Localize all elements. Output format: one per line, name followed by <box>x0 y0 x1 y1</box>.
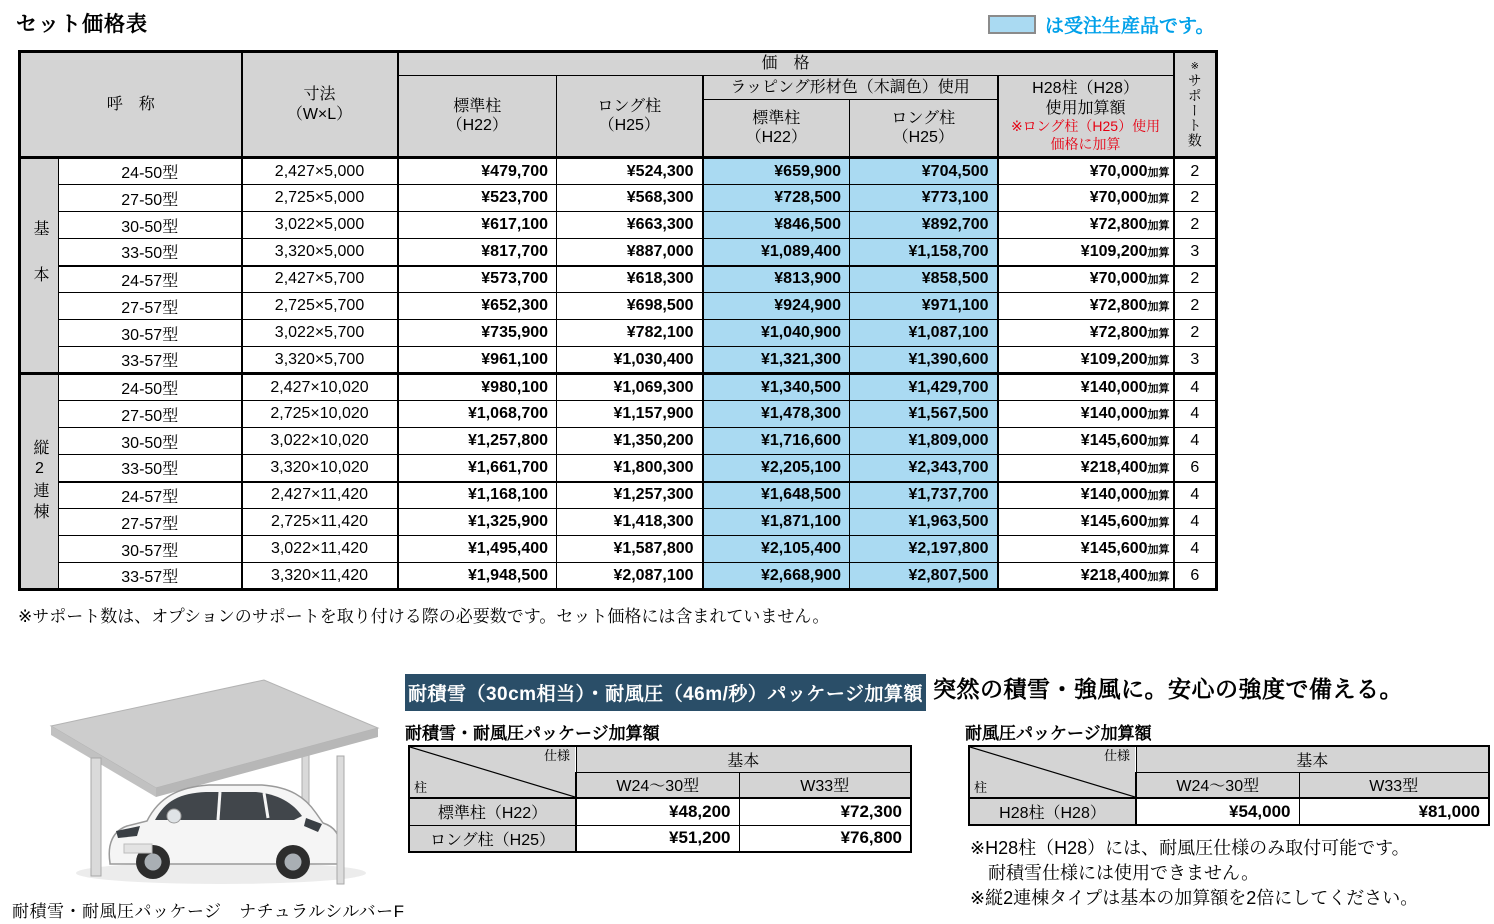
cell-model-name: 27-57型 <box>59 293 242 320</box>
cell-dimensions: 2,427×5,000 <box>242 158 398 185</box>
cell-dimensions: 3,022×5,000 <box>242 212 398 239</box>
cell-price-wrap-standard-pillar: ¥846,500 <box>703 212 850 239</box>
cell-support-count: 2 <box>1174 185 1217 212</box>
note-line: ※縦2連棟タイプは基本の加算額を2倍にしてください。 <box>970 888 1419 908</box>
left-table-col-w24-30: W24～30型 <box>576 772 739 798</box>
diagonal-header-cell <box>969 746 1136 798</box>
cell-support-count: 6 <box>1174 455 1217 482</box>
cell-dimensions: 3,022×5,700 <box>242 320 398 347</box>
cell-price-long-pillar: ¥663,300 <box>557 212 703 239</box>
cell-h28-surcharge: ¥140,000加算 <box>998 374 1174 401</box>
cell-price-wrap-standard-pillar: ¥659,900 <box>703 158 850 185</box>
cell-price-standard-pillar: ¥1,661,700 <box>398 455 557 482</box>
cell-price-wrap-standard-pillar: ¥1,648,500 <box>703 482 850 509</box>
cell-dimensions: 2,427×10,020 <box>242 374 398 401</box>
cell-model-name: 30-57型 <box>59 320 242 347</box>
note-line: ※H28柱（H28）には、耐風圧仕様のみ取付可能です。 <box>970 838 1410 858</box>
col-header-wrap-long-pillar: ロング柱 （H25） <box>850 100 998 158</box>
cell-price-long-pillar: ¥1,350,200 <box>557 428 703 455</box>
cell-price-long-pillar: ¥618,300 <box>557 266 703 293</box>
cell-dimensions: 3,022×10,020 <box>242 428 398 455</box>
price-row <box>20 482 1217 509</box>
price-row <box>20 536 1217 563</box>
cell-model-name: 24-50型 <box>59 374 242 401</box>
cell-h28-surcharge: ¥72,800加算 <box>998 320 1174 347</box>
cell-h28-surcharge: ¥70,000加算 <box>998 185 1174 212</box>
cell-h28-surcharge: ¥218,400加算 <box>998 455 1174 482</box>
right-table-title: 耐風圧パッケージ加算額 <box>965 724 1152 743</box>
support-asterisk: ※ <box>1190 60 1199 72</box>
cell-price-wrap-long-pillar: ¥1,087,100 <box>850 320 998 347</box>
cell-price-wrap-long-pillar: ¥2,343,700 <box>850 455 998 482</box>
left-table-body <box>409 798 911 852</box>
price-row <box>20 158 1217 185</box>
cell-price-wrap-long-pillar: ¥1,737,700 <box>850 482 998 509</box>
cell-support-count: 4 <box>1174 401 1217 428</box>
cell-price-long-pillar: ¥524,300 <box>557 158 703 185</box>
cell-h28-surcharge: ¥72,800加算 <box>998 212 1174 239</box>
cell-support-count: 3 <box>1174 347 1217 374</box>
left-table-group-header: 基本 <box>576 746 911 772</box>
cell-support-count: 4 <box>1174 428 1217 455</box>
cell-model-name: 33-57型 <box>59 347 242 374</box>
cell-surcharge-w33: ¥72,300 <box>739 798 911 825</box>
cell-price-wrap-long-pillar: ¥1,158,700 <box>850 239 998 266</box>
order-made-legend <box>988 11 1214 38</box>
cell-dimensions: 3,320×5,000 <box>242 239 398 266</box>
cell-model-name: 30-57型 <box>59 536 242 563</box>
cell-dimensions: 3,320×5,700 <box>242 347 398 374</box>
cell-price-standard-pillar: ¥479,700 <box>398 158 557 185</box>
cell-price-standard-pillar: ¥735,900 <box>398 320 557 347</box>
cell-price-long-pillar: ¥1,157,900 <box>557 401 703 428</box>
order-made-color-swatch <box>988 15 1036 34</box>
cell-support-count: 2 <box>1174 158 1217 185</box>
right-table-col-w33: W33型 <box>1299 772 1489 798</box>
cell-price-wrap-standard-pillar: ¥1,089,400 <box>703 239 850 266</box>
price-row <box>20 401 1217 428</box>
cell-model-name: 33-50型 <box>59 239 242 266</box>
cell-surcharge-w24-30: ¥51,200 <box>576 825 739 852</box>
price-row <box>20 509 1217 536</box>
cell-pillar-type: 標準柱（H22） <box>409 798 576 825</box>
carport-photo <box>6 666 394 892</box>
col-header-h28-surcharge: H28柱（H28） 使用加算額 ※ロング柱（H25）使用 価格に加算 <box>998 76 1174 158</box>
cell-price-standard-pillar: ¥573,700 <box>398 266 557 293</box>
price-row <box>20 455 1217 482</box>
cell-price-long-pillar: ¥1,257,300 <box>557 482 703 509</box>
cell-model-name: 27-50型 <box>59 185 242 212</box>
col-header-long-pillar: ロング柱 （H25） <box>557 76 703 158</box>
cell-dimensions: 2,725×5,000 <box>242 185 398 212</box>
cell-price-long-pillar: ¥568,300 <box>557 185 703 212</box>
package-surcharge-banner: 耐積雪（30cm相当）・耐風圧（46m/秒）パッケージ加算額 <box>405 674 926 711</box>
cell-price-wrap-long-pillar: ¥773,100 <box>850 185 998 212</box>
cell-price-wrap-long-pillar: ¥892,700 <box>850 212 998 239</box>
col-header-standard-pillar: 標準柱 （H22） <box>398 76 557 158</box>
diag-label-pillar: 柱 <box>414 780 428 795</box>
price-row <box>20 563 1217 590</box>
cell-price-wrap-long-pillar: ¥1,390,600 <box>850 347 998 374</box>
cell-h28-surcharge: ¥109,200加算 <box>998 239 1174 266</box>
price-row <box>20 293 1217 320</box>
group-label: 縦2連棟 <box>20 374 59 590</box>
cell-price-wrap-standard-pillar: ¥728,500 <box>703 185 850 212</box>
cell-h28-surcharge: ¥70,000加算 <box>998 158 1174 185</box>
cell-price-long-pillar: ¥1,800,300 <box>557 455 703 482</box>
photo-caption: 耐積雪・耐風圧パッケージ ナチュラルシルバーF <box>12 902 405 921</box>
cell-price-wrap-standard-pillar: ¥1,040,900 <box>703 320 850 347</box>
cell-price-long-pillar: ¥1,069,300 <box>557 374 703 401</box>
cell-h28-surcharge: ¥109,200加算 <box>998 347 1174 374</box>
cell-support-count: 2 <box>1174 212 1217 239</box>
price-row <box>20 239 1217 266</box>
cell-model-name: 24-57型 <box>59 482 242 509</box>
cell-price-long-pillar: ¥2,087,100 <box>557 563 703 590</box>
cell-price-wrap-standard-pillar: ¥2,205,100 <box>703 455 850 482</box>
cell-price-long-pillar: ¥1,418,300 <box>557 509 703 536</box>
set-price-table-body <box>20 158 1217 590</box>
surcharge-row <box>409 798 911 825</box>
group-label: 基本 <box>20 158 59 374</box>
cell-price-wrap-long-pillar: ¥971,100 <box>850 293 998 320</box>
col-header-size <box>242 52 398 158</box>
price-row <box>20 428 1217 455</box>
left-table-title: 耐積雪・耐風圧パッケージ加算額 <box>405 724 660 743</box>
cell-price-long-pillar: ¥782,100 <box>557 320 703 347</box>
cell-price-wrap-long-pillar: ¥2,807,500 <box>850 563 998 590</box>
cell-price-standard-pillar: ¥523,700 <box>398 185 557 212</box>
cell-price-standard-pillar: ¥980,100 <box>398 374 557 401</box>
cell-model-name: 33-50型 <box>59 455 242 482</box>
cell-price-standard-pillar: ¥1,325,900 <box>398 509 557 536</box>
price-row <box>20 347 1217 374</box>
col-header-size-line1: 寸法 <box>303 86 336 104</box>
right-table-body <box>969 798 1489 825</box>
price-row <box>20 212 1217 239</box>
cell-price-wrap-standard-pillar: ¥1,478,300 <box>703 401 850 428</box>
cell-h28-surcharge: ¥145,600加算 <box>998 536 1174 563</box>
cell-dimensions: 3,320×10,020 <box>242 455 398 482</box>
strength-heading: 突然の積雪・強風に。安心の強度で備える。 <box>933 676 1403 702</box>
cell-h28-surcharge: ¥140,000加算 <box>998 482 1174 509</box>
cell-dimensions: 2,725×5,700 <box>242 293 398 320</box>
cell-price-wrap-standard-pillar: ¥1,340,500 <box>703 374 850 401</box>
left-table-col-w33: W33型 <box>739 772 911 798</box>
cell-support-count: 4 <box>1174 482 1217 509</box>
cell-dimensions: 2,427×5,700 <box>242 266 398 293</box>
col-header-support-count: ※ サポート数 <box>1174 52 1217 158</box>
price-row <box>20 320 1217 347</box>
cell-support-count: 2 <box>1174 266 1217 293</box>
cell-model-name: 24-50型 <box>59 158 242 185</box>
note-line: 耐積雪仕様には使用できません。 <box>988 863 1260 883</box>
col-header-price: 価 格 <box>398 52 1174 76</box>
cell-h28-surcharge: ¥218,400加算 <box>998 563 1174 590</box>
cell-dimensions: 2,725×10,020 <box>242 401 398 428</box>
cell-price-wrap-long-pillar: ¥1,963,500 <box>850 509 998 536</box>
cell-price-wrap-long-pillar: ¥2,197,800 <box>850 536 998 563</box>
cell-h28-surcharge: ¥145,600加算 <box>998 509 1174 536</box>
cell-surcharge-w33: ¥81,000 <box>1299 798 1489 825</box>
cell-surcharge-w24-30: ¥54,000 <box>1136 798 1299 825</box>
h28-notes <box>970 836 1418 911</box>
cell-surcharge-w33: ¥76,800 <box>739 825 911 852</box>
cell-price-standard-pillar: ¥1,948,500 <box>398 563 557 590</box>
cell-dimensions: 3,022×11,420 <box>242 536 398 563</box>
cell-model-name: 27-57型 <box>59 509 242 536</box>
cell-price-wrap-standard-pillar: ¥2,105,400 <box>703 536 850 563</box>
col-header-size-line2: （W×L） <box>286 105 353 123</box>
diag-label-spec: 仕様 <box>543 748 570 763</box>
support-count-note: ※サポート数は、オプションのサポートを取り付ける際の必要数です。セット価格には含まれていません。 <box>18 607 830 626</box>
cell-pillar-type: ロング柱（H25） <box>409 825 576 852</box>
diag-label-pillar: 柱 <box>974 780 988 795</box>
cell-price-wrap-standard-pillar: ¥1,716,600 <box>703 428 850 455</box>
cell-price-wrap-standard-pillar: ¥1,321,300 <box>703 347 850 374</box>
cell-price-wrap-long-pillar: ¥1,429,700 <box>850 374 998 401</box>
right-table-group-header: 基本 <box>1136 746 1489 772</box>
diag-label-spec: 仕様 <box>1103 748 1130 763</box>
cell-price-standard-pillar: ¥1,495,400 <box>398 536 557 563</box>
cell-support-count: 6 <box>1174 563 1217 590</box>
cell-price-standard-pillar: ¥652,300 <box>398 293 557 320</box>
cell-support-count: 4 <box>1174 374 1217 401</box>
price-row <box>20 374 1217 401</box>
cell-price-standard-pillar: ¥1,257,800 <box>398 428 557 455</box>
col-header-wrap-standard-pillar: 標準柱 （H22） <box>703 100 850 158</box>
price-row <box>20 185 1217 212</box>
cell-model-name: 30-50型 <box>59 212 242 239</box>
cell-price-long-pillar: ¥1,030,400 <box>557 347 703 374</box>
diagonal-header-cell <box>409 746 576 798</box>
surcharge-row <box>969 798 1489 825</box>
cell-price-wrap-long-pillar: ¥1,567,500 <box>850 401 998 428</box>
cell-pillar-type: H28柱（H28） <box>969 798 1136 825</box>
cell-price-wrap-standard-pillar: ¥1,871,100 <box>703 509 850 536</box>
cell-h28-surcharge: ¥140,000加算 <box>998 401 1174 428</box>
cell-model-name: 27-50型 <box>59 401 242 428</box>
snow-wind-package-table <box>408 745 912 853</box>
cell-support-count: 2 <box>1174 293 1217 320</box>
cell-price-wrap-standard-pillar: ¥2,668,900 <box>703 563 850 590</box>
cell-price-wrap-long-pillar: ¥1,809,000 <box>850 428 998 455</box>
cell-price-long-pillar: ¥1,587,800 <box>557 536 703 563</box>
cell-price-long-pillar: ¥698,500 <box>557 293 703 320</box>
cell-price-standard-pillar: ¥1,168,100 <box>398 482 557 509</box>
cell-price-wrap-long-pillar: ¥704,500 <box>850 158 998 185</box>
cell-price-wrap-standard-pillar: ¥813,900 <box>703 266 850 293</box>
cell-dimensions: 2,725×11,420 <box>242 509 398 536</box>
set-price-table <box>18 50 1218 591</box>
cell-dimensions: 2,427×11,420 <box>242 482 398 509</box>
cell-price-standard-pillar: ¥961,100 <box>398 347 557 374</box>
surcharge-row <box>409 825 911 852</box>
col-header-wrapping: ラッピング形材色（木調色）使用 <box>703 76 998 100</box>
cell-price-long-pillar: ¥887,000 <box>557 239 703 266</box>
price-row <box>20 266 1217 293</box>
cell-price-standard-pillar: ¥617,100 <box>398 212 557 239</box>
right-table-col-w24-30: W24～30型 <box>1136 772 1299 798</box>
cell-support-count: 3 <box>1174 239 1217 266</box>
cell-support-count: 4 <box>1174 536 1217 563</box>
cell-model-name: 33-57型 <box>59 563 242 590</box>
wind-package-table <box>968 745 1490 826</box>
cell-model-name: 24-57型 <box>59 266 242 293</box>
cell-price-wrap-standard-pillar: ¥924,900 <box>703 293 850 320</box>
cell-h28-surcharge: ¥145,600加算 <box>998 428 1174 455</box>
cell-support-count: 4 <box>1174 509 1217 536</box>
cell-model-name: 30-50型 <box>59 428 242 455</box>
page-title: セット価格表 <box>16 13 148 36</box>
cell-h28-surcharge: ¥72,800加算 <box>998 293 1174 320</box>
cell-price-standard-pillar: ¥817,700 <box>398 239 557 266</box>
order-made-legend-label: は受注生産品です。 <box>1045 16 1215 37</box>
cell-h28-surcharge: ¥70,000加算 <box>998 266 1174 293</box>
cell-price-wrap-long-pillar: ¥858,500 <box>850 266 998 293</box>
cell-price-standard-pillar: ¥1,068,700 <box>398 401 557 428</box>
cell-dimensions: 3,320×11,420 <box>242 563 398 590</box>
cell-support-count: 2 <box>1174 320 1217 347</box>
cell-surcharge-w24-30: ¥48,200 <box>576 798 739 825</box>
col-header-name: 呼 称 <box>20 52 242 158</box>
